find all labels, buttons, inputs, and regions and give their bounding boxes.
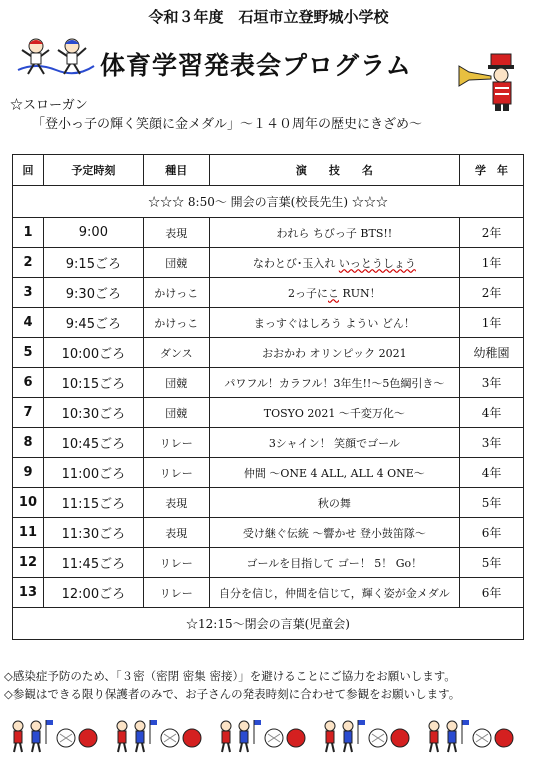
performance-text: 2っ子に xyxy=(288,286,328,300)
row-grade: 2年 xyxy=(460,278,524,308)
row-time: 11:30ごろ xyxy=(43,518,143,548)
row-performance: われら ちびっ子 BTS!! xyxy=(209,218,459,248)
program-table xyxy=(12,154,524,640)
row-no: 12 xyxy=(13,548,44,578)
school-line: 令和３年度 石垣市立登野城小学校 xyxy=(148,8,389,26)
row-no: 2 xyxy=(13,248,44,278)
page-title: 体育学習発表会プログラム xyxy=(100,51,412,80)
row-time: 9:15ごろ xyxy=(43,248,143,278)
header-performance: 演 技 名 xyxy=(209,155,459,186)
row-time: 10:15ごろ xyxy=(43,368,143,398)
row-no: 6 xyxy=(13,368,44,398)
closing-row xyxy=(13,608,524,640)
row-no: 4 xyxy=(13,308,44,338)
table-row xyxy=(13,428,524,458)
header-grade: 学 年 xyxy=(460,155,524,186)
row-performance xyxy=(209,278,459,308)
row-grade: 6年 xyxy=(460,578,524,608)
table-row xyxy=(13,308,524,338)
row-grade: 4年 xyxy=(460,458,524,488)
row-time: 12:00ごろ xyxy=(43,578,143,608)
row-time: 10:00ごろ xyxy=(43,338,143,368)
header-no: 回 xyxy=(13,155,44,186)
row-type: 団競 xyxy=(143,368,209,398)
row-time: 9:00 xyxy=(43,218,143,248)
row-type: かけっこ xyxy=(143,308,209,338)
row-performance: 秋の舞 xyxy=(209,488,459,518)
table-row xyxy=(13,578,524,608)
performance-text: RUN！ xyxy=(339,286,381,300)
slogan-text: 「登小っ子の輝く笑顔に金メダル」～１４０周年の歴史にきざめ～ xyxy=(32,117,423,132)
note-infection: ◇感染症予防のため、「３密（密閉 密集 密接）」を避けることにご協力をお願いします。 xyxy=(4,669,456,683)
slogan-heading: ☆スローガン xyxy=(10,98,88,113)
row-grade: 幼稚園 xyxy=(460,338,524,368)
table-row xyxy=(13,518,524,548)
row-no: 1 xyxy=(13,218,44,248)
row-no: 13 xyxy=(13,578,44,608)
row-grade: 5年 xyxy=(460,488,524,518)
row-type: リレー xyxy=(143,548,209,578)
row-no: 11 xyxy=(13,518,44,548)
table-row xyxy=(13,338,524,368)
row-type: かけっこ xyxy=(143,278,209,308)
row-grade: 3年 xyxy=(460,428,524,458)
row-time: 9:45ごろ xyxy=(43,308,143,338)
table-header-row xyxy=(13,155,524,186)
row-type: 表現 xyxy=(143,518,209,548)
row-type: リレー xyxy=(143,428,209,458)
header-time: 予定時刻 xyxy=(43,155,143,186)
table-row xyxy=(13,278,524,308)
performance-text-flagged: こ xyxy=(328,286,339,300)
row-grade: 2年 xyxy=(460,218,524,248)
row-grade: 1年 xyxy=(460,308,524,338)
row-performance: TOSYO 2021 ～千変万化～ xyxy=(209,398,459,428)
note-viewing: ◇参観はできる限り保護者のみで、お子さんの発表時刻に合わせて参観をお願いします。 xyxy=(4,687,461,701)
row-grade: 1年 xyxy=(460,248,524,278)
row-no: 10 xyxy=(13,488,44,518)
table-row xyxy=(13,218,524,248)
decorative-border-illustration xyxy=(8,714,529,758)
row-time: 9:30ごろ xyxy=(43,278,143,308)
row-performance: パワフル！カラフル！3年生!!～5色綱引き～ xyxy=(209,368,459,398)
running-kids-illustration xyxy=(16,36,96,80)
header-type: 種目 xyxy=(143,155,209,186)
row-time: 10:45ごろ xyxy=(43,428,143,458)
row-performance: 受け継ぐ伝統 ～響かせ 登小鼓笛隊～ xyxy=(209,518,459,548)
row-type: リレー xyxy=(143,458,209,488)
row-time: 11:45ごろ xyxy=(43,548,143,578)
row-performance: おおかわ オリンピック 2021 xyxy=(209,338,459,368)
row-performance: 3シャイン！ 笑顔でゴール xyxy=(209,428,459,458)
row-no: 3 xyxy=(13,278,44,308)
row-no: 9 xyxy=(13,458,44,488)
row-type: リレー xyxy=(143,578,209,608)
table-row xyxy=(13,368,524,398)
row-performance: ゴールを目指して ゴー！ 5！ Go！ xyxy=(209,548,459,578)
row-time: 11:15ごろ xyxy=(43,488,143,518)
row-performance: 自分を信じ，仲間を信じて，輝く姿が金メダル xyxy=(209,578,459,608)
row-time: 11:00ごろ xyxy=(43,458,143,488)
closing-ceremony: ☆12:15～閉会の言葉(児童会) xyxy=(13,608,524,640)
table-row xyxy=(13,548,524,578)
row-grade: 3年 xyxy=(460,368,524,398)
row-no: 7 xyxy=(13,398,44,428)
row-no: 8 xyxy=(13,428,44,458)
row-type: 団競 xyxy=(143,398,209,428)
row-type: 団競 xyxy=(143,248,209,278)
row-time: 10:30ごろ xyxy=(43,398,143,428)
table-row xyxy=(13,488,524,518)
row-type: 表現 xyxy=(143,488,209,518)
opening-ceremony: ☆☆☆ 8:50～ 開会の言葉(校長先生) ☆☆☆ xyxy=(13,186,524,218)
row-grade: 5年 xyxy=(460,548,524,578)
row-no: 5 xyxy=(13,338,44,368)
table-row xyxy=(13,248,524,278)
row-grade: 4年 xyxy=(460,398,524,428)
performance-text-flagged: いっとうしょう xyxy=(338,256,416,270)
row-performance xyxy=(209,248,459,278)
table-row xyxy=(13,398,524,428)
table-row xyxy=(13,458,524,488)
performance-text: なわとび･玉入れ xyxy=(252,256,339,270)
row-grade: 6年 xyxy=(460,518,524,548)
row-performance: 仲間 ～ONE 4 ALL, ALL 4 ONE～ xyxy=(209,458,459,488)
row-type: ダンス xyxy=(143,338,209,368)
opening-row xyxy=(13,186,524,218)
row-type: 表現 xyxy=(143,218,209,248)
trumpet-player-illustration xyxy=(455,52,529,112)
notes xyxy=(4,667,460,703)
row-performance: まっすぐはしろう ようい どん！ xyxy=(209,308,459,338)
